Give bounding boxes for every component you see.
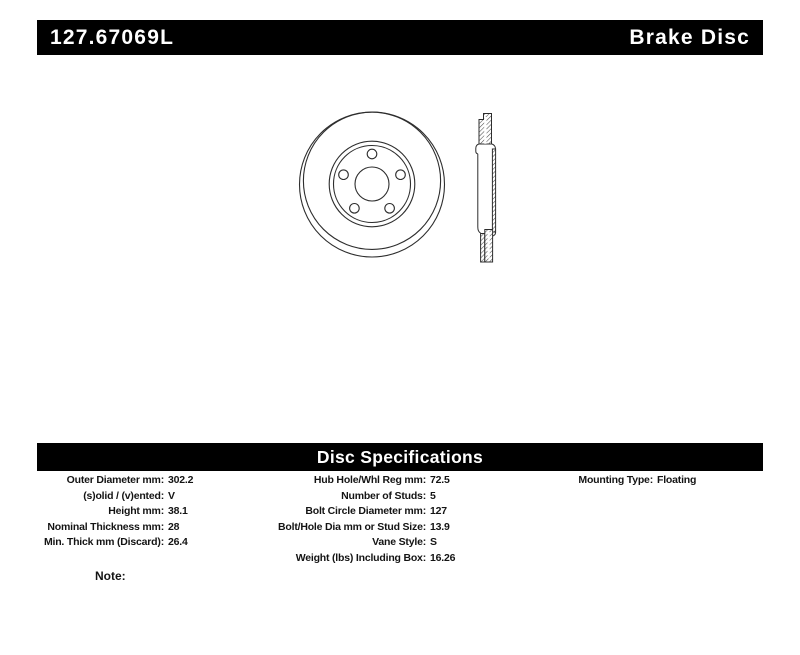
spec-label: Bolt Circle Diameter mm: <box>305 505 426 517</box>
brake-disc-front-view <box>300 112 445 257</box>
spec-column-right <box>545 473 696 489</box>
spec-row <box>278 489 455 505</box>
product-title: Brake Disc <box>629 25 750 49</box>
disc-specifications-header <box>37 443 763 471</box>
spec-value: Floating <box>657 474 697 486</box>
spec-value: 26.4 <box>168 536 188 548</box>
spec-value: V <box>168 489 175 502</box>
spec-value: S <box>430 536 437 548</box>
spec-label: (s)olid / (v)ented: <box>83 489 164 502</box>
spec-label: Height mm: <box>108 505 164 517</box>
spec-value: 72.5 <box>430 474 450 486</box>
spec-value: 127 <box>430 505 447 517</box>
spec-label: Mounting Type: <box>578 474 653 486</box>
spec-column-middle <box>278 473 455 566</box>
spec-value: 38.1 <box>168 505 188 517</box>
spec-row <box>545 473 696 489</box>
spec-row <box>278 535 455 551</box>
spec-row <box>38 504 193 520</box>
spec-label: Outer Diameter mm: <box>66 474 164 486</box>
spec-label: Min. Thick mm (Discard): <box>43 536 164 548</box>
section-title: Disc Specifications <box>316 447 484 467</box>
spec-row <box>38 535 193 551</box>
spec-row <box>278 504 455 520</box>
spec-label: Vane Style: <box>372 536 426 548</box>
spec-value: 302.2 <box>168 474 194 486</box>
spec-label: Weight (lbs) Including Box: <box>295 551 426 564</box>
spec-row <box>278 551 455 567</box>
spec-label: Nominal Thickness mm: <box>47 520 164 533</box>
brake-disc-section-view <box>476 114 496 263</box>
brake-disc-technical-drawing <box>290 100 520 275</box>
spec-column-left <box>38 473 193 551</box>
spec-value: 16.26 <box>430 551 456 564</box>
header-bar <box>37 20 763 55</box>
spec-row <box>278 473 455 489</box>
part-number: 127.67069L <box>50 25 175 49</box>
spec-row <box>38 520 193 536</box>
note-label: Note: <box>95 569 126 583</box>
spec-value: 5 <box>430 489 436 502</box>
spec-row <box>278 520 455 536</box>
spec-row <box>38 489 193 505</box>
stud-holes <box>339 149 406 213</box>
spec-label: Number of Studs: <box>341 489 426 502</box>
spec-value: 28 <box>168 520 180 533</box>
spec-label: Bolt/Hole Dia mm or Stud Size: <box>278 520 427 533</box>
spec-value: 13.9 <box>430 520 450 533</box>
spec-row <box>38 473 193 489</box>
spec-label: Hub Hole/Whl Reg mm: <box>313 474 426 486</box>
